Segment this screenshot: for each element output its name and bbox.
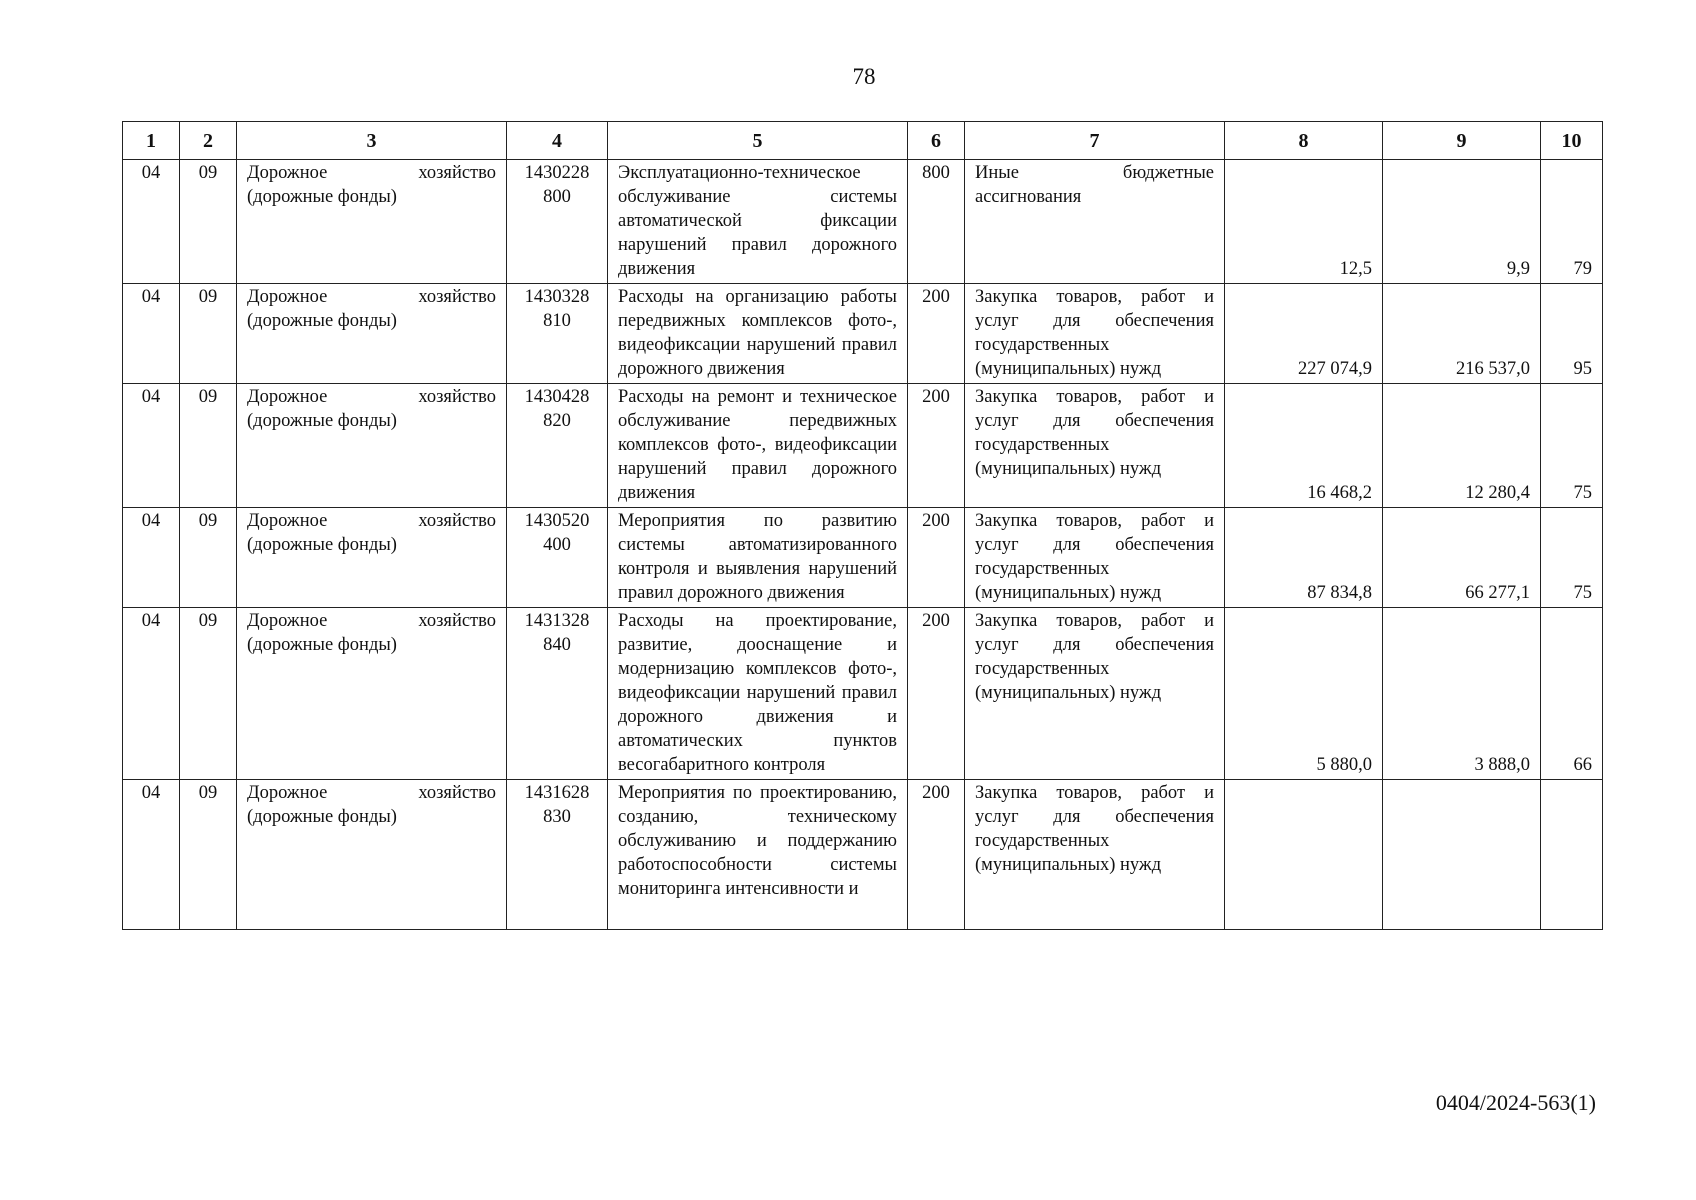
target-article-code-part1: 1430228 (524, 163, 590, 183)
page-number: 78 (852, 64, 876, 89)
section-code: 04 (123, 160, 180, 284)
expense-type-name: Закупка товаров, работ и услуг для обеспечения государственных (муниципальных) нужд (965, 780, 1225, 930)
subsection-code: 09 (180, 508, 237, 608)
column-header: 10 (1541, 122, 1603, 160)
article-description: Расходы на ремонт и техническое обслуживание передвижных комплексов фото-, видеофиксации нарушений правил дорожного движения (608, 384, 908, 508)
planned-amount: 16 468,2 (1225, 384, 1383, 508)
section-name: Дорожное хозяйство (дорожные фонды) (237, 508, 507, 608)
column-header: 3 (237, 122, 507, 160)
target-article-code-part1: 1430328 (524, 287, 590, 307)
target-article-code-part1: 1431628 (524, 783, 590, 803)
document-code: 0404/2024-563(1) (1435, 1090, 1596, 1115)
section-name: Дорожное хозяйство (дорожные фонды) (237, 780, 507, 930)
execution-percent: 79 (1541, 160, 1603, 284)
target-article-code-part1: 1430520 (524, 511, 590, 531)
target-article-code-part2: 840 (543, 635, 571, 655)
column-header: 6 (908, 122, 965, 160)
table-row (123, 608, 1603, 780)
expense-type-name: Иные бюджетные ассигнования (965, 160, 1225, 284)
subsection-code: 09 (180, 608, 237, 780)
target-article-code-part1: 1431328 (524, 611, 590, 631)
target-article-code-part2: 820 (543, 411, 571, 431)
actual-amount: 9,9 (1383, 160, 1541, 284)
article-description: Расходы на проектирование, развитие, дооснащение и модернизацию комплексов фото-, видеофиксации нарушений правил дорожного движения и автоматических пунктов весогабаритного контроля (608, 608, 908, 780)
planned-amount: 12,5 (1225, 160, 1383, 284)
subsection-code: 09 (180, 160, 237, 284)
table-row (123, 284, 1603, 384)
expense-type-code: 200 (908, 508, 965, 608)
column-header: 5 (608, 122, 908, 160)
article-description: Мероприятия по развитию системы автоматизированного контроля и выявления нарушений правил дорожного движения (608, 508, 908, 608)
section-name: Дорожное хозяйство (дорожные фонды) (237, 608, 507, 780)
section-code: 04 (123, 508, 180, 608)
execution-percent (1541, 780, 1603, 930)
column-header: 7 (965, 122, 1225, 160)
article-description: Расходы на организацию работы передвижных комплексов фото-, видеофиксации нарушений правил дорожного движения (608, 284, 908, 384)
execution-percent: 75 (1541, 508, 1603, 608)
subsection-code: 09 (180, 284, 237, 384)
section-name: Дорожное хозяйство (дорожные фонды) (237, 160, 507, 284)
article-description: Мероприятия по проектированию, созданию, техническому обслуживанию и поддержанию работоспособности системы мониторинга интенсивности и (608, 780, 908, 930)
expense-type-name: Закупка товаров, работ и услуг для обеспечения государственных (муниципальных) нужд (965, 384, 1225, 508)
target-article-code (507, 384, 608, 508)
target-article-code (507, 160, 608, 284)
target-article-code (507, 780, 608, 930)
expense-type-code: 200 (908, 780, 965, 930)
section-name: Дорожное хозяйство (дорожные фонды) (237, 284, 507, 384)
expense-type-code: 200 (908, 284, 965, 384)
expense-type-name: Закупка товаров, работ и услуг для обеспечения государственных (муниципальных) нужд (965, 608, 1225, 780)
expense-type-name: Закупка товаров, работ и услуг для обеспечения государственных (муниципальных) нужд (965, 508, 1225, 608)
planned-amount: 5 880,0 (1225, 608, 1383, 780)
table-row (123, 160, 1603, 284)
article-description: Эксплуатационно-техническое обслуживание системы автоматической фиксации нарушений правил дорожного движения (608, 160, 908, 284)
target-article-code (507, 284, 608, 384)
section-code: 04 (123, 608, 180, 780)
execution-percent: 95 (1541, 284, 1603, 384)
column-header: 4 (507, 122, 608, 160)
section-code: 04 (123, 384, 180, 508)
planned-amount: 227 074,9 (1225, 284, 1383, 384)
column-header: 1 (123, 122, 180, 160)
expense-type-code: 800 (908, 160, 965, 284)
section-code: 04 (123, 284, 180, 384)
expense-type-code: 200 (908, 384, 965, 508)
target-article-code-part2: 810 (543, 311, 571, 331)
table-row (123, 508, 1603, 608)
expense-type-name: Закупка товаров, работ и услуг для обеспечения государственных (муниципальных) нужд (965, 284, 1225, 384)
actual-amount: 12 280,4 (1383, 384, 1541, 508)
planned-amount (1225, 780, 1383, 930)
target-article-code (507, 508, 608, 608)
subsection-code: 09 (180, 780, 237, 930)
planned-amount: 87 834,8 (1225, 508, 1383, 608)
actual-amount (1383, 780, 1541, 930)
subsection-code: 09 (180, 384, 237, 508)
execution-percent: 66 (1541, 608, 1603, 780)
actual-amount: 216 537,0 (1383, 284, 1541, 384)
table-row (123, 780, 1603, 930)
target-article-code (507, 608, 608, 780)
target-article-code-part1: 1430428 (524, 387, 590, 407)
section-code: 04 (123, 780, 180, 930)
target-article-code-part2: 800 (543, 187, 571, 207)
target-article-code-part2: 400 (543, 535, 571, 555)
column-header: 8 (1225, 122, 1383, 160)
expense-type-code: 200 (908, 608, 965, 780)
section-name: Дорожное хозяйство (дорожные фонды) (237, 384, 507, 508)
actual-amount: 66 277,1 (1383, 508, 1541, 608)
table-row (123, 384, 1603, 508)
table-header-row (123, 122, 1603, 160)
column-header: 9 (1383, 122, 1541, 160)
actual-amount: 3 888,0 (1383, 608, 1541, 780)
budget-table (122, 121, 1603, 930)
target-article-code-part2: 830 (543, 807, 571, 827)
execution-percent: 75 (1541, 384, 1603, 508)
column-header: 2 (180, 122, 237, 160)
